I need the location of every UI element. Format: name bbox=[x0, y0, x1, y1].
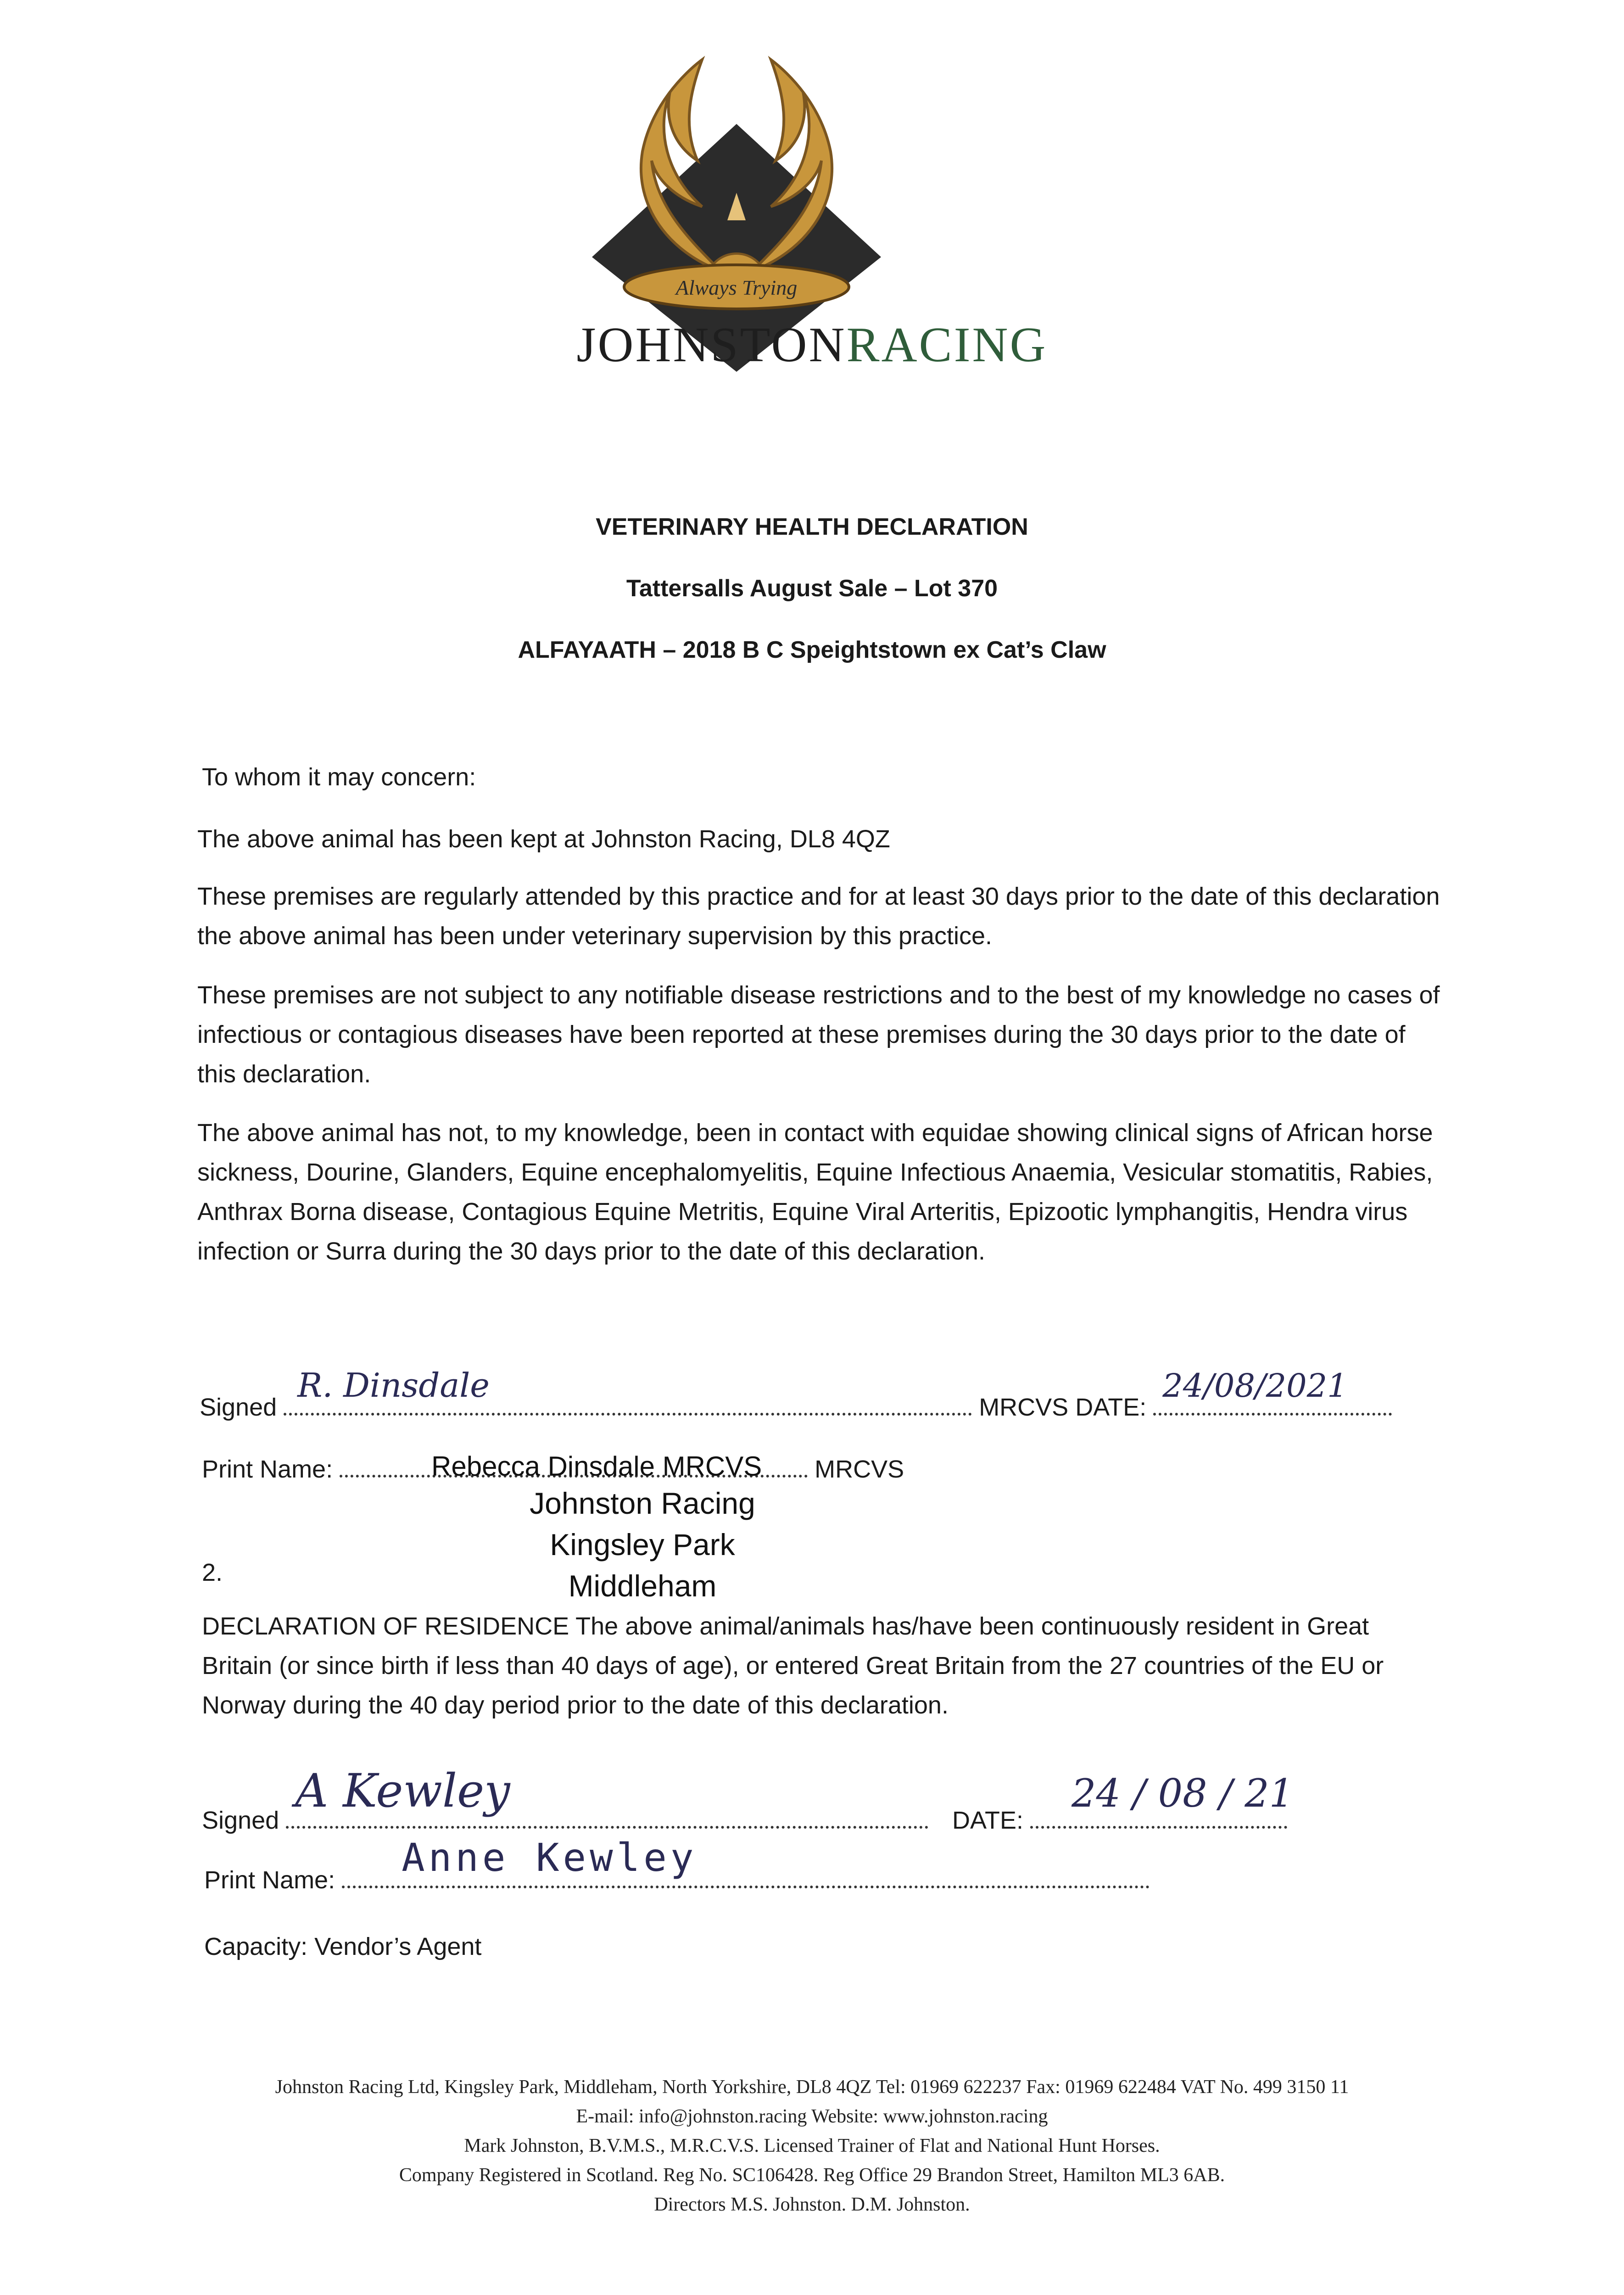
vet-date-value: 24/08/2021 bbox=[1162, 1367, 1348, 1405]
vet-date-label: DATE: bbox=[1075, 1394, 1147, 1421]
footer-line-5: Directors M.S. Johnston. D.M. Johnston. bbox=[654, 2194, 970, 2215]
practice-stamp-line-2: Kingsley Park bbox=[550, 1528, 735, 1562]
vet-signature-dots bbox=[284, 1366, 972, 1416]
greeting: To whom it may concern: bbox=[202, 763, 476, 791]
vet-print-label: Print Name: bbox=[202, 1455, 333, 1483]
agent-date-dots bbox=[1030, 1771, 1294, 1829]
brand-wordmark bbox=[0, 317, 1624, 374]
agent-signature-dots bbox=[286, 1764, 928, 1829]
agent-date-line bbox=[952, 1771, 1294, 1835]
vet-print-suffix: MRCVS bbox=[815, 1455, 904, 1483]
footer bbox=[0, 2072, 1624, 2219]
agent-date-value: 24 / 08 / 21 bbox=[1072, 1771, 1294, 1816]
premises-statement: These premises are regularly attended by this practice and for at least 30 days prior to the date of this declaration the above animal has been under veterinary supervision by this practice. bbox=[197, 883, 1440, 950]
vet-signature: R. Dinsdale bbox=[297, 1366, 490, 1405]
footer-line-4: Company Registered in Scotland. Reg No. SC106428. Reg Office 29 Brandon Street, Hamilton ML3 6AB. bbox=[399, 2165, 1225, 2186]
practice-stamp-line-3: Middleham bbox=[568, 1569, 717, 1603]
footer-line-1: Johnston Racing Ltd, Kingsley Park, Middleham, North Yorkshire, DL8 4QZ Tel: 01969 622237 Fax: 01969 622484 VAT No. 499 3150 11 bbox=[275, 2077, 1349, 2098]
vet-print-name: Rebecca Dinsdale MRCVS bbox=[431, 1451, 762, 1482]
kept-statement: The above animal has been kept at Johnston Racing, DL8 4QZ bbox=[197, 825, 890, 853]
notifiable-statement: These premises are not subject to any notifiable disease restrictions and to the best of my knowledge no cases of infectious or contagious diseases have been reported at these premises during the 30 days prior to the date of this declaration. bbox=[197, 981, 1440, 1088]
document-title: VETERINARY HEALTH DECLARATION bbox=[596, 514, 1028, 540]
brand-part-johnston: JOHNSTON bbox=[576, 318, 847, 372]
vet-signed-line bbox=[200, 1366, 1392, 1422]
footer-line-2: E-mail: info@johnston.racing Website: www.johnston.racing bbox=[576, 2106, 1048, 2127]
residence-declaration: DECLARATION OF RESIDENCE The above animal/animals has/have been continuously resident in Great Britain (or since birth if less than 40 days of age), or entered Great Britain from the 27 countries of the EU or Norway during the 40 day period prior to the date of this declaration. bbox=[202, 1612, 1384, 1719]
sale-lot: Tattersalls August Sale – Lot 370 bbox=[626, 575, 998, 602]
practice-stamp-line-1: Johnston Racing bbox=[530, 1486, 755, 1520]
contact-statement: The above animal has not, to my knowledge, been in contact with equidae showing clinical signs of African horse sickness, Dourine, Glanders, Equine encephalomyelitis, Equine Infectious Anaemia, Vesicular stomatitis, Rabies, Anthrax Borna disease, Contagious Equine Metritis, Equine Viral Arteritis, Epizootic lymphangitis, Hendra virus infection or Surra during the 30 days prior to the date of this declaration. bbox=[197, 1119, 1433, 1265]
footer-line-3: Mark Johnston, B.V.M.S., M.R.C.V.S. Licensed Trainer of Flat and National Hunt Horses. bbox=[464, 2135, 1160, 2156]
agent-signature: A Kewley bbox=[295, 1764, 510, 1818]
motto-text: Always Trying bbox=[675, 276, 798, 299]
vet-date-dots bbox=[1153, 1367, 1392, 1416]
agent-date-label: DATE: bbox=[952, 1807, 1024, 1834]
agent-signed-line bbox=[202, 1764, 928, 1835]
agent-print-dots bbox=[342, 1835, 1150, 1888]
item-number: 2. bbox=[202, 1559, 223, 1586]
vet-mrcvs-label: MRCVS bbox=[979, 1394, 1069, 1421]
agent-print-name: Anne Kewley bbox=[402, 1835, 698, 1880]
brand-part-racing: RACING bbox=[846, 318, 1048, 372]
horse-details: ALFAYAATH – 2018 B C Speightstown ex Cat’s Claw bbox=[518, 637, 1106, 663]
agent-print-label: Print Name: bbox=[204, 1866, 335, 1894]
agent-signed-label: Signed bbox=[202, 1807, 279, 1834]
vet-signed-label: Signed bbox=[200, 1394, 277, 1421]
agent-print-name-line bbox=[204, 1835, 1150, 1894]
agent-capacity: Capacity: Vendor’s Agent bbox=[204, 1933, 482, 1960]
